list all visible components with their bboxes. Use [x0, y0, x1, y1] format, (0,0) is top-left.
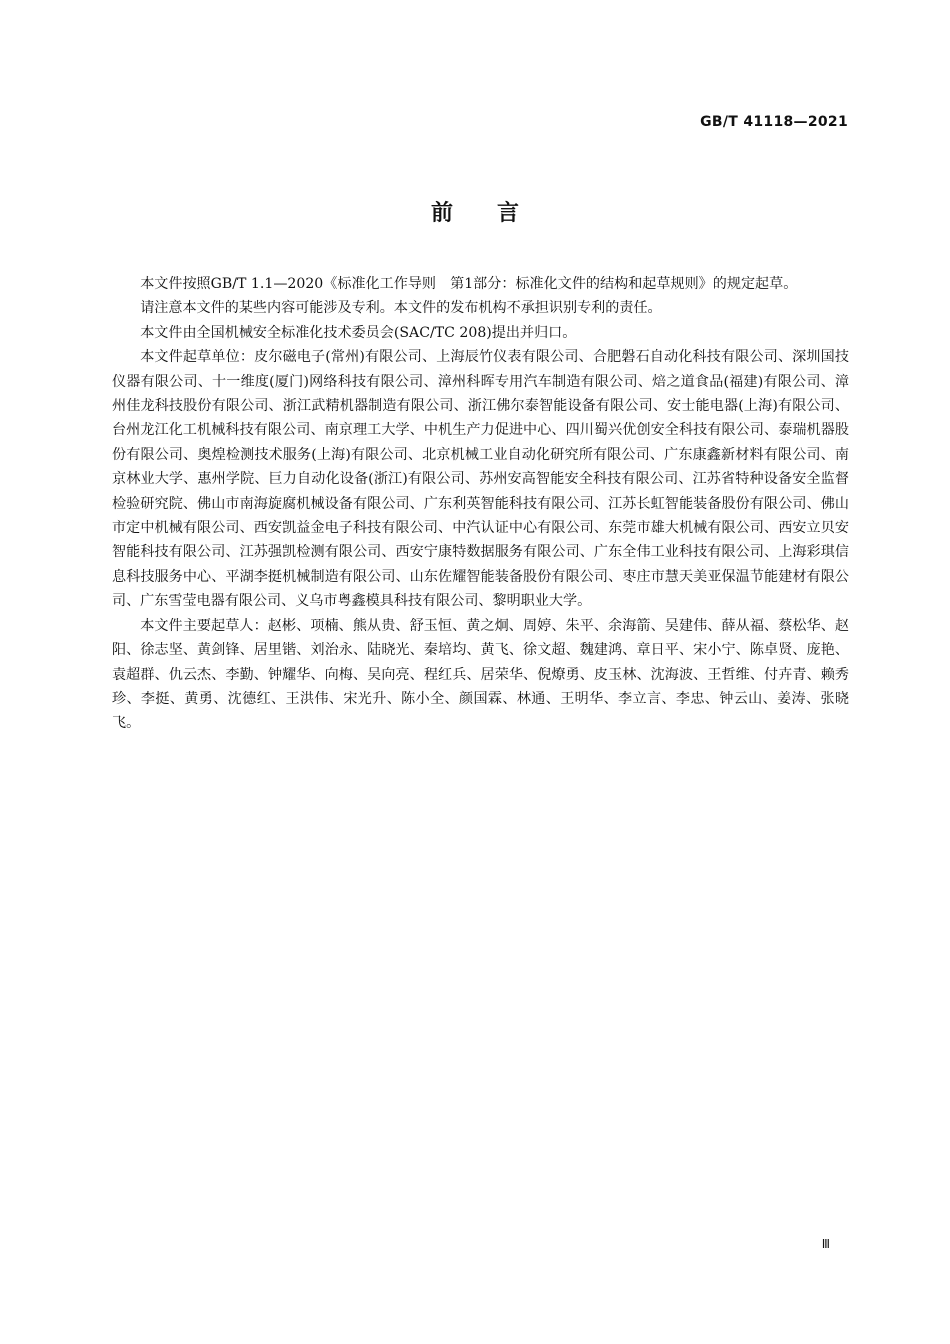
- paragraph-drafting-units: 本文件起草单位：皮尔磁电子(常州)有限公司、上海辰竹仪表有限公司、合肥磐石自动化科技有限公司、深圳国技仪器有限公司、十一维度(厦门)网络科技有限公司、漳州科晖专用汽车制造有限公司、焙之道食品(福建)有限公司、漳州佳龙科技股份有限公司、浙江武精机器制造有限公司、浙江佛尔泰智能设备有限公司、安士能电器(上海)有限公司、台州龙江化工机械科技有限公司、南京理工大学、中机生产力促进中心、四川蜀兴优创安全科技有限公司、泰瑞机器股份有限公司、奥煌检测技术服务(上海)有限公司、北京机械工业自动化研究所有限公司、广东康鑫新材料有限公司、南京林业大学、惠州学院、巨力自动化设备(浙江)有限公司、苏州安高智能安全科技有限公司、江苏省特种设备安全监督检验研究院、佛山市南海旋腐机械设备有限公司、广东利英智能科技有限公司、江苏长虹智能装备股份有限公司、佛山市定中机械有限公司、西安凯益金电子科技有限公司、中汽认证中心有限公司、东莞市雄大机械有限公司、西安立贝安智能科技有限公司、江苏强凯检测有限公司、西安宁康特数据服务有限公司、广东全伟工业科技有限公司、上海彩琪信息科技服务中心、平湖李挺机械制造有限公司、山东佐耀智能装备股份有限公司、枣庄市慧天美亚保温节能建材有限公司、广东雪莹电器有限公司、义乌市粤鑫模具科技有限公司、黎明职业大学。: [112, 349, 849, 610]
- standard-code: GB/T 41118—2021: [700, 114, 848, 130]
- paragraph-main-drafters: 本文件主要起草人：赵彬、项楠、熊从贵、舒玉恒、黄之炯、周婷、朱平、余海箭、吴建伟、薛从福、蔡松华、赵阳、徐志坚、黄剑锋、居里锴、刘治永、陆晓光、秦培均、黄飞、徐文超、魏建鸿、章日平、宋小宁、陈卓贤、庞艳、袁超群、仇云杰、李勤、钟耀华、向梅、吴向亮、程红兵、居荣华、倪燎勇、皮玉林、沈海波、王哲维、付卉青、赖秀珍、李挺、黄勇、沈德红、王洪伟、宋光升、陈小全、颜国霖、林通、王明华、李立言、李忠、钟云山、姜涛、张晓飞。: [112, 617, 849, 732]
- page-number: Ⅲ: [821, 1237, 830, 1251]
- paragraph-proposer: 本文件由全国机械安全标准化技术委员会(SAC/TC 208)提出并归口。: [140, 324, 577, 341]
- paragraph-drafting-rules: 本文件按照GB/T 1.1—2020《标准化工作导则 第1部分：标准化文件的结构和起草规则》的规定起草。: [140, 276, 798, 292]
- page-title: 前言: [430, 201, 563, 226]
- paragraph-patent-notice: 请注意本文件的某些内容可能涉及专利。本文件的发布机构不承担识别专利的责任。: [140, 300, 662, 317]
- foreword-body: [112, 272, 849, 736]
